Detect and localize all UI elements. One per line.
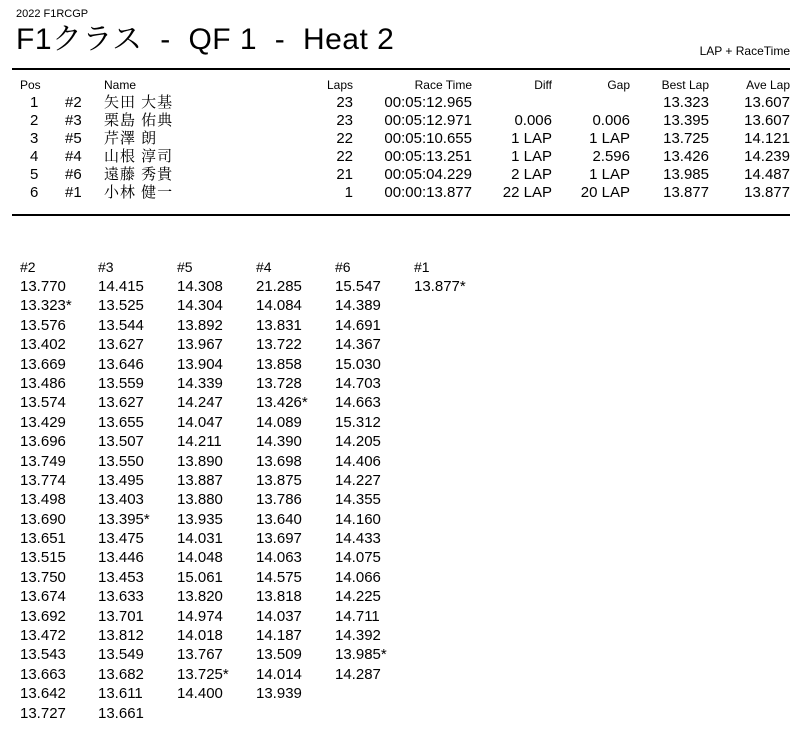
lap-time: 14.037 bbox=[256, 607, 302, 625]
race-time-cell: 00:05:04.229 bbox=[384, 166, 472, 183]
lap-time: 13.627 bbox=[98, 394, 144, 412]
car-number-cell: #2 bbox=[65, 94, 82, 111]
lap-time: 13.692 bbox=[20, 607, 66, 625]
driver-name-cell: 栗島 佑典 bbox=[104, 112, 174, 129]
race-time-cell: 00:05:12.971 bbox=[384, 112, 472, 129]
col-ave-lap: Ave Lap bbox=[746, 78, 790, 92]
lap-time: 14.663 bbox=[335, 394, 381, 412]
driver-name-cell: 矢田 大基 bbox=[104, 94, 174, 111]
lap-time: 14.075 bbox=[335, 549, 381, 567]
event-name: 2022 F1RCGP bbox=[16, 8, 89, 20]
result-row bbox=[0, 184, 800, 202]
best-lap-cell: 13.323 bbox=[663, 94, 709, 111]
diff-cell: 1 LAP bbox=[511, 130, 552, 147]
lap-time: 14.339 bbox=[177, 374, 223, 392]
lap-time: 13.611 bbox=[98, 685, 143, 703]
pos-cell: 4 bbox=[30, 148, 39, 165]
lap-time: 13.786 bbox=[256, 491, 302, 509]
lap-time: 14.367 bbox=[335, 336, 381, 354]
car-number-cell: #5 bbox=[65, 130, 82, 147]
lap-time: 14.225 bbox=[335, 588, 381, 606]
lap-time: 13.725* bbox=[177, 665, 229, 683]
lap-time: 14.691 bbox=[335, 316, 381, 334]
lap-time: 21.285 bbox=[256, 278, 302, 295]
lap-time: 14.048 bbox=[177, 549, 223, 567]
lap-time: 13.543 bbox=[20, 646, 66, 664]
col-diff: Diff bbox=[534, 78, 552, 92]
lap-time: 13.495 bbox=[98, 471, 144, 489]
lap-time: 13.323* bbox=[20, 297, 72, 315]
lap-column-car: #5 bbox=[177, 259, 193, 275]
lap-time: 13.727 bbox=[20, 704, 66, 722]
lap-time: 14.287 bbox=[335, 665, 381, 683]
gap-cell: 1 LAP bbox=[589, 130, 630, 147]
result-row bbox=[0, 112, 800, 130]
lap-time: 14.031 bbox=[177, 530, 223, 548]
lap-time: 14.711 bbox=[335, 607, 380, 625]
lap-time: 14.304 bbox=[177, 297, 223, 315]
lap-column bbox=[177, 258, 257, 704]
lap-time: 13.651 bbox=[20, 530, 66, 548]
lap-column-car: #6 bbox=[335, 259, 351, 275]
lap-time: 14.066 bbox=[335, 568, 381, 586]
lap-time: 14.227 bbox=[335, 471, 381, 489]
lap-column-car: #2 bbox=[20, 259, 36, 275]
lap-time: 13.985* bbox=[335, 646, 387, 664]
header-rule bbox=[12, 68, 790, 70]
results-table bbox=[0, 76, 800, 202]
ave-lap-cell: 14.487 bbox=[744, 166, 790, 183]
lap-time: 13.674 bbox=[20, 588, 66, 606]
lap-time: 14.084 bbox=[256, 297, 302, 315]
race-time-cell: 00:00:13.877 bbox=[384, 184, 472, 201]
lap-time: 13.890 bbox=[177, 452, 223, 470]
ave-lap-cell: 13.607 bbox=[744, 112, 790, 129]
laps-cell: 22 bbox=[336, 148, 353, 165]
lap-time: 13.574 bbox=[20, 394, 66, 412]
lap-time: 13.701 bbox=[98, 607, 144, 625]
car-number-cell: #6 bbox=[65, 166, 82, 183]
best-lap-cell: 13.877 bbox=[663, 184, 709, 201]
lap-time: 13.642 bbox=[20, 685, 66, 703]
lap-time: 14.160 bbox=[335, 510, 381, 528]
ave-lap-cell: 13.877 bbox=[744, 184, 790, 201]
driver-name-cell: 芹澤 朗 bbox=[104, 130, 158, 147]
lap-time: 14.211 bbox=[177, 433, 222, 451]
lap-time: 13.426* bbox=[256, 394, 308, 412]
lap-time: 14.703 bbox=[335, 374, 381, 392]
lap-time: 14.247 bbox=[177, 394, 223, 412]
lap-time: 15.312 bbox=[335, 413, 381, 431]
diff-cell: 0.006 bbox=[514, 112, 552, 129]
laps-cell: 21 bbox=[336, 166, 353, 183]
best-lap-cell: 13.985 bbox=[663, 166, 709, 183]
lap-column-car: #3 bbox=[98, 259, 114, 275]
lap-column-car: #1 bbox=[414, 259, 430, 275]
lap-time: 13.812 bbox=[98, 627, 144, 645]
diff-cell: 22 LAP bbox=[502, 184, 552, 201]
ave-lap-cell: 14.121 bbox=[744, 130, 790, 147]
race-time-cell: 00:05:10.655 bbox=[384, 130, 472, 147]
result-row bbox=[0, 166, 800, 184]
col-race-time: Race Time bbox=[414, 78, 472, 92]
lap-time: 13.475 bbox=[98, 530, 144, 548]
lap-time: 13.429 bbox=[20, 413, 66, 431]
lap-time: 13.967 bbox=[177, 336, 223, 354]
lap-time: 13.875 bbox=[256, 471, 302, 489]
col-best-lap: Best Lap bbox=[661, 78, 709, 92]
laps-cell: 1 bbox=[344, 184, 353, 201]
lap-time: 13.669 bbox=[20, 355, 66, 373]
lap-time: 13.774 bbox=[20, 471, 66, 489]
lap-time: 13.698 bbox=[256, 452, 302, 470]
race-time-cell: 00:05:12.965 bbox=[384, 94, 472, 111]
lap-time: 13.880 bbox=[177, 491, 223, 509]
lap-time: 13.655 bbox=[98, 413, 144, 431]
driver-name-cell: 遠藤 秀貴 bbox=[104, 166, 174, 183]
page-title: F1クラス - QF 1 - Heat 2 bbox=[16, 23, 395, 56]
lap-time: 14.047 bbox=[177, 413, 223, 431]
lap-time: 13.550 bbox=[98, 452, 144, 470]
lap-time: 14.089 bbox=[256, 413, 302, 431]
lap-column bbox=[256, 258, 336, 704]
lap-time: 14.063 bbox=[256, 549, 302, 567]
col-laps: Laps bbox=[326, 78, 353, 92]
timing-mode: LAP + RaceTime bbox=[699, 44, 790, 58]
lap-time: 13.892 bbox=[177, 316, 223, 334]
lap-time: 14.355 bbox=[335, 491, 381, 509]
lap-time: 13.728 bbox=[256, 374, 302, 392]
lap-time: 14.575 bbox=[256, 568, 302, 586]
lap-time: 13.697 bbox=[256, 530, 302, 548]
lap-time: 13.858 bbox=[256, 355, 302, 373]
race-time-cell: 00:05:13.251 bbox=[384, 148, 472, 165]
lap-time: 14.187 bbox=[256, 627, 302, 645]
lap-time: 13.749 bbox=[20, 452, 66, 470]
lap-time: 13.446 bbox=[98, 549, 144, 567]
lap-time: 13.877* bbox=[414, 278, 466, 295]
laps-cell: 22 bbox=[336, 130, 353, 147]
results-header bbox=[0, 76, 800, 94]
ave-lap-cell: 14.239 bbox=[744, 148, 790, 165]
pos-cell: 6 bbox=[30, 184, 39, 201]
lap-column-car: #4 bbox=[256, 259, 272, 275]
lap-time: 14.018 bbox=[177, 627, 223, 645]
car-number-cell: #1 bbox=[65, 184, 82, 201]
lap-time: 13.820 bbox=[177, 588, 223, 606]
lap-time: 13.818 bbox=[256, 588, 302, 606]
laps-cell: 23 bbox=[336, 94, 353, 111]
lap-time: 13.453 bbox=[98, 568, 144, 586]
lap-time: 13.627 bbox=[98, 336, 144, 354]
col-name: Name bbox=[104, 78, 137, 92]
car-number-cell: #3 bbox=[65, 112, 82, 129]
lap-time: 14.308 bbox=[177, 278, 223, 295]
lap-time: 14.415 bbox=[98, 278, 144, 295]
lap-time: 13.935 bbox=[177, 510, 223, 528]
result-row bbox=[0, 148, 800, 166]
diff-cell: 2 LAP bbox=[511, 166, 552, 183]
lap-time: 15.061 bbox=[177, 568, 223, 586]
lap-time: 13.509 bbox=[256, 646, 302, 664]
best-lap-cell: 13.395 bbox=[663, 112, 709, 129]
lap-time: 13.402 bbox=[20, 336, 66, 354]
lap-time: 14.389 bbox=[335, 297, 381, 315]
lap-time: 13.549 bbox=[98, 646, 144, 664]
lap-time: 15.030 bbox=[335, 355, 381, 373]
lap-time: 13.544 bbox=[98, 316, 144, 334]
lap-time: 13.640 bbox=[256, 510, 302, 528]
lap-time: 15.547 bbox=[335, 278, 381, 295]
lap-time: 13.403 bbox=[98, 491, 144, 509]
diff-cell: 1 LAP bbox=[511, 148, 552, 165]
lap-time: 13.661 bbox=[98, 704, 144, 722]
driver-name-cell: 小林 健一 bbox=[104, 184, 174, 201]
lap-time: 13.507 bbox=[98, 433, 144, 451]
gap-cell: 20 LAP bbox=[580, 184, 630, 201]
lap-time: 14.205 bbox=[335, 433, 381, 451]
result-row bbox=[0, 94, 800, 112]
gap-cell: 0.006 bbox=[592, 112, 630, 129]
lap-time: 14.014 bbox=[256, 665, 302, 683]
lap-time: 13.663 bbox=[20, 665, 66, 683]
lap-time: 14.392 bbox=[335, 627, 381, 645]
best-lap-cell: 13.426 bbox=[663, 148, 709, 165]
lap-column bbox=[414, 258, 494, 296]
lap-time: 13.646 bbox=[98, 355, 144, 373]
lap-column bbox=[335, 258, 415, 684]
lap-time: 14.974 bbox=[177, 607, 223, 625]
lap-time: 14.433 bbox=[335, 530, 381, 548]
best-lap-cell: 13.725 bbox=[663, 130, 709, 147]
lap-time: 13.831 bbox=[256, 316, 302, 334]
gap-cell: 1 LAP bbox=[589, 166, 630, 183]
pos-cell: 2 bbox=[30, 112, 39, 129]
lap-time: 13.939 bbox=[256, 685, 302, 703]
lap-time: 14.390 bbox=[256, 433, 302, 451]
results-rule bbox=[12, 214, 790, 216]
pos-cell: 1 bbox=[30, 94, 39, 111]
lap-column bbox=[98, 258, 178, 723]
col-gap: Gap bbox=[607, 78, 630, 92]
lap-time: 14.400 bbox=[177, 685, 223, 703]
lap-column bbox=[20, 258, 100, 723]
lap-time: 13.682 bbox=[98, 665, 144, 683]
lap-time: 13.770 bbox=[20, 278, 66, 295]
lap-time: 13.722 bbox=[256, 336, 302, 354]
lap-time: 13.486 bbox=[20, 374, 66, 392]
lap-time: 13.559 bbox=[98, 374, 144, 392]
lap-time: 13.887 bbox=[177, 471, 223, 489]
lap-time: 13.515 bbox=[20, 549, 66, 567]
laps-cell: 23 bbox=[336, 112, 353, 129]
ave-lap-cell: 13.607 bbox=[744, 94, 790, 111]
pos-cell: 3 bbox=[30, 130, 39, 147]
col-pos: Pos bbox=[20, 78, 41, 92]
lap-time: 13.472 bbox=[20, 627, 66, 645]
gap-cell: 2.596 bbox=[592, 148, 630, 165]
lap-time: 13.395* bbox=[98, 510, 150, 528]
lap-time: 13.750 bbox=[20, 568, 66, 586]
pos-cell: 5 bbox=[30, 166, 39, 183]
lap-time: 13.690 bbox=[20, 510, 66, 528]
result-row bbox=[0, 130, 800, 148]
lap-time: 14.406 bbox=[335, 452, 381, 470]
lap-time: 13.767 bbox=[177, 646, 223, 664]
driver-name-cell: 山根 淳司 bbox=[104, 148, 174, 165]
lap-time: 13.904 bbox=[177, 355, 223, 373]
lap-time: 13.696 bbox=[20, 433, 66, 451]
lap-time: 13.633 bbox=[98, 588, 144, 606]
car-number-cell: #4 bbox=[65, 148, 82, 165]
lap-time: 13.576 bbox=[20, 316, 66, 334]
lap-time: 13.525 bbox=[98, 297, 144, 315]
lap-time: 13.498 bbox=[20, 491, 66, 509]
